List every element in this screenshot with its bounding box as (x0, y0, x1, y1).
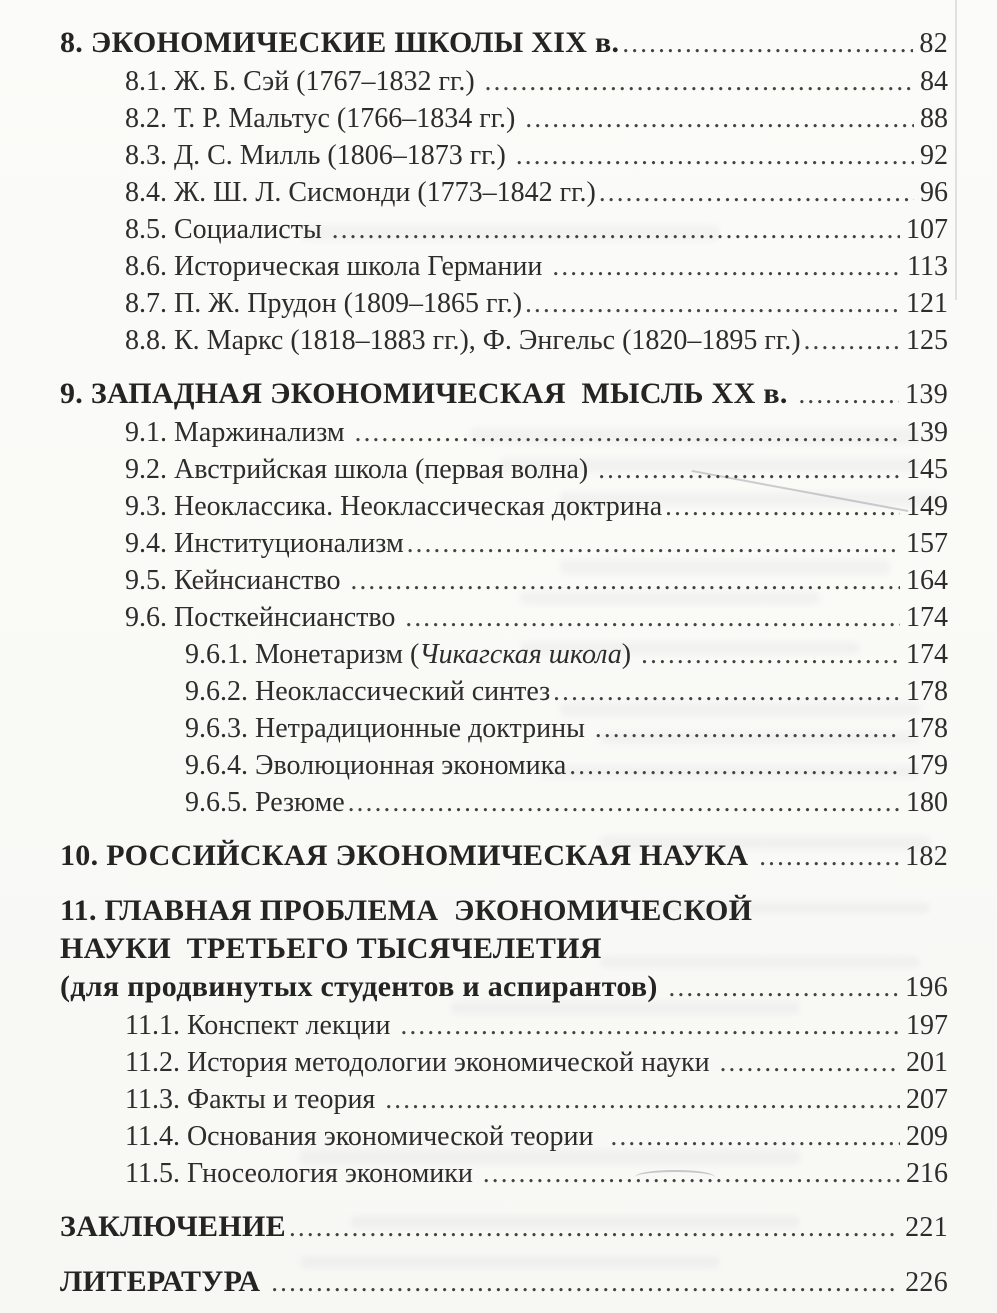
toc-entry (60, 1208, 948, 1247)
toc-entry-title: 9.1. Маржинализм (125, 417, 352, 448)
toc-row (60, 211, 948, 248)
toc-entry (60, 322, 948, 359)
page-number: 125 (906, 325, 948, 356)
toc-entry (60, 636, 948, 673)
dot-leader (598, 451, 900, 487)
toc-row (60, 63, 948, 100)
toc-entry-title: 11.5. Гносеология экономики (125, 1158, 480, 1189)
page-number: 216 (906, 1158, 948, 1189)
toc-entry (60, 1155, 948, 1192)
toc-entry-title: ЛИТЕРАТУРА (60, 1265, 269, 1298)
toc-entry (60, 451, 948, 488)
toc-entry-title: ЗАКЛЮЧЕНИЕ (60, 1210, 286, 1243)
toc-row (60, 747, 948, 784)
dot-leader (553, 673, 900, 709)
dot-leader (385, 1081, 900, 1117)
toc-row (60, 930, 948, 968)
toc-row (60, 24, 948, 63)
toc-row (60, 322, 948, 359)
toc-entry (60, 248, 948, 285)
toc-row (60, 525, 948, 562)
toc-row (60, 375, 948, 414)
toc-entry (60, 747, 948, 784)
toc-entry (60, 375, 948, 414)
toc-entry-title: 11.1. Конспект лекции (125, 1010, 398, 1041)
page-number: 179 (906, 750, 948, 781)
toc-row (60, 892, 948, 930)
dot-leader (595, 710, 900, 746)
toc-row (60, 488, 948, 525)
toc-row (60, 1155, 948, 1192)
toc-row (60, 451, 948, 488)
toc-entry (60, 599, 948, 636)
dot-leader (348, 784, 900, 820)
page-number: 84 (920, 66, 948, 97)
page-number: 88 (920, 103, 948, 134)
toc-row (60, 562, 948, 599)
page-number: 182 (905, 841, 948, 872)
page-number: 145 (906, 454, 948, 485)
toc-row (60, 784, 948, 821)
toc-entry-title: 9.3. Неоклассика. Неоклассическая доктрина (125, 491, 663, 522)
toc-entry-title: 9.6.1. Монетаризм (Чикагская школа) (185, 639, 639, 670)
toc-row (60, 599, 948, 636)
dot-leader (401, 1007, 901, 1043)
toc-entry-title: НАУКИ ТРЕТЬЕГО ТЫСЯЧЕЛЕТИЯ (60, 932, 602, 965)
page-number: 226 (905, 1267, 948, 1298)
toc-entry-title: 9. ЗАПАДНАЯ ЭКОНОМИЧЕСКАЯ МЫСЛЬ XX в. (60, 377, 796, 410)
toc-entry (60, 414, 948, 451)
dot-leader (271, 1263, 899, 1301)
page-number: 197 (906, 1010, 948, 1041)
dot-leader (355, 414, 900, 450)
toc-entry-title: 9.2. Австрийская школа (первая волна) (125, 454, 596, 485)
toc-entry-title: 11.3. Факты и теория (125, 1084, 383, 1115)
dot-leader (641, 636, 900, 672)
toc-row (60, 1118, 948, 1155)
toc-entry (60, 63, 948, 100)
toc-row (60, 414, 948, 451)
toc-entry-title: 9.5. Кейнсианство (125, 565, 348, 596)
toc-entry-title: 9.6.5. Резюме (185, 787, 345, 818)
dot-leader (405, 599, 900, 635)
toc-row (60, 174, 948, 211)
dot-leader (516, 137, 914, 173)
toc-entry (60, 1007, 948, 1044)
page-number: 174 (906, 602, 948, 633)
toc-entry (60, 1118, 948, 1155)
toc-entry-title: 10. РОССИЙСКАЯ ЭКОНОМИЧЕСКАЯ НАУКА (60, 839, 757, 872)
toc-row (60, 968, 948, 1007)
toc-entry-title: 11.4. Основания экономической теории (125, 1121, 608, 1152)
page-number: 113 (907, 251, 948, 282)
toc-row (60, 636, 948, 673)
toc-entry-title: 8.2. Т. Р. Мальтус (1766–1834 гг.) (125, 103, 523, 134)
page-number: 201 (906, 1047, 948, 1078)
toc-entry-title: 9.6.2. Неоклассический синтез (185, 676, 551, 707)
toc-entry-title: 8.8. К. Маркс (1818–1883 гг.), Ф. Энгельс (1820–1895 гг.) (125, 325, 801, 356)
page-number: 180 (906, 787, 948, 818)
toc-entry (60, 211, 948, 248)
toc-entry (60, 525, 948, 562)
toc-entry-title: 9.6. Посткейнсианство (125, 602, 403, 633)
toc-entry-title: (для продвинутых студентов и аспирантов) (60, 970, 666, 1003)
toc-entry (60, 1263, 948, 1302)
toc-entry (60, 488, 948, 525)
dot-leader (720, 1044, 900, 1080)
toc-entry-title: 8.3. Д. С. Милль (1806–1873 гг.) (125, 140, 513, 171)
dot-leader (611, 1118, 900, 1154)
toc-entry (60, 100, 948, 137)
toc-row (60, 1263, 948, 1302)
toc-entry-title: 9.4. Институционализм (125, 528, 404, 559)
toc-entry-title: 8.1. Ж. Б. Сэй (1767–1832 гг.) (125, 66, 482, 97)
toc-entry (60, 892, 948, 1007)
toc-entry-title: 11.2. История методологии экономической науки (125, 1047, 717, 1078)
toc-entry (60, 137, 948, 174)
toc-entry-title: 9.6.3. Нетрадиционные доктрины (185, 713, 592, 744)
page-number: 92 (920, 140, 948, 171)
page-number: 121 (906, 288, 948, 319)
dot-leader (798, 375, 899, 413)
dot-leader (407, 525, 900, 561)
page-number: 96 (920, 177, 948, 208)
page-number: 82 (919, 28, 948, 59)
dot-leader (332, 211, 900, 247)
dot-leader (483, 1155, 900, 1191)
dot-leader (525, 285, 900, 321)
toc-row (60, 710, 948, 747)
toc-row (60, 1081, 948, 1118)
page-number: 149 (906, 491, 948, 522)
toc-entry-title: 8.4. Ж. Ш. Л. Сисмонди (1773–1842 гг.) (125, 177, 596, 208)
page-number: 178 (906, 676, 948, 707)
toc-entry-title: 8.6. Историческая школа Германии (125, 251, 550, 282)
toc-row (60, 248, 948, 285)
toc-entry-title: 8. ЭКОНОМИЧЕСКИЕ ШКОЛЫ XIX в. (60, 26, 620, 59)
page-number: 107 (906, 214, 948, 245)
dot-leader (485, 63, 914, 99)
toc-row (60, 673, 948, 710)
toc-row (60, 1007, 948, 1044)
toc-entry (60, 562, 948, 599)
page-number: 178 (906, 713, 948, 744)
page-number: 196 (905, 972, 948, 1003)
dot-leader (569, 747, 900, 783)
page-edge-artifact (955, 0, 957, 300)
toc-list (60, 24, 948, 1302)
dot-leader (665, 488, 900, 524)
toc-row (60, 1044, 948, 1081)
toc-entry-title: 8.5. Социалисты (125, 214, 329, 245)
dot-leader (289, 1208, 899, 1246)
toc-entry (60, 174, 948, 211)
dot-leader (351, 562, 900, 598)
page-number: 164 (906, 565, 948, 596)
toc-row (60, 100, 948, 137)
toc-entry-title: 11. ГЛАВНАЯ ПРОБЛЕМА ЭКОНОМИЧЕСКОЙ (60, 894, 753, 927)
page-number: 139 (905, 379, 948, 410)
page-number: 209 (906, 1121, 948, 1152)
toc-row (60, 285, 948, 322)
dot-leader (759, 837, 899, 875)
dot-leader (804, 322, 900, 358)
dot-leader (669, 968, 900, 1006)
toc-entry (60, 784, 948, 821)
dot-leader (599, 174, 914, 210)
toc-entry-title: 9.6.4. Эволюционная экономика (185, 750, 567, 781)
page-number: 221 (905, 1212, 948, 1243)
toc-row (60, 837, 948, 876)
page-number: 157 (906, 528, 948, 559)
toc-entry (60, 1081, 948, 1118)
page-number: 139 (906, 417, 948, 448)
toc-entry (60, 1044, 948, 1081)
toc-entry-title: 8.7. П. Ж. Прудон (1809–1865 гг.) (125, 288, 523, 319)
toc-entry (60, 673, 948, 710)
toc-row (60, 137, 948, 174)
toc-entry (60, 24, 948, 63)
page-number: 207 (906, 1084, 948, 1115)
dot-leader (525, 100, 914, 136)
dot-leader (552, 248, 901, 284)
toc-row (60, 1208, 948, 1247)
toc-entry (60, 837, 948, 876)
dot-leader (622, 24, 913, 62)
toc-entry (60, 710, 948, 747)
page-number: 174 (906, 639, 948, 670)
toc-entry (60, 285, 948, 322)
